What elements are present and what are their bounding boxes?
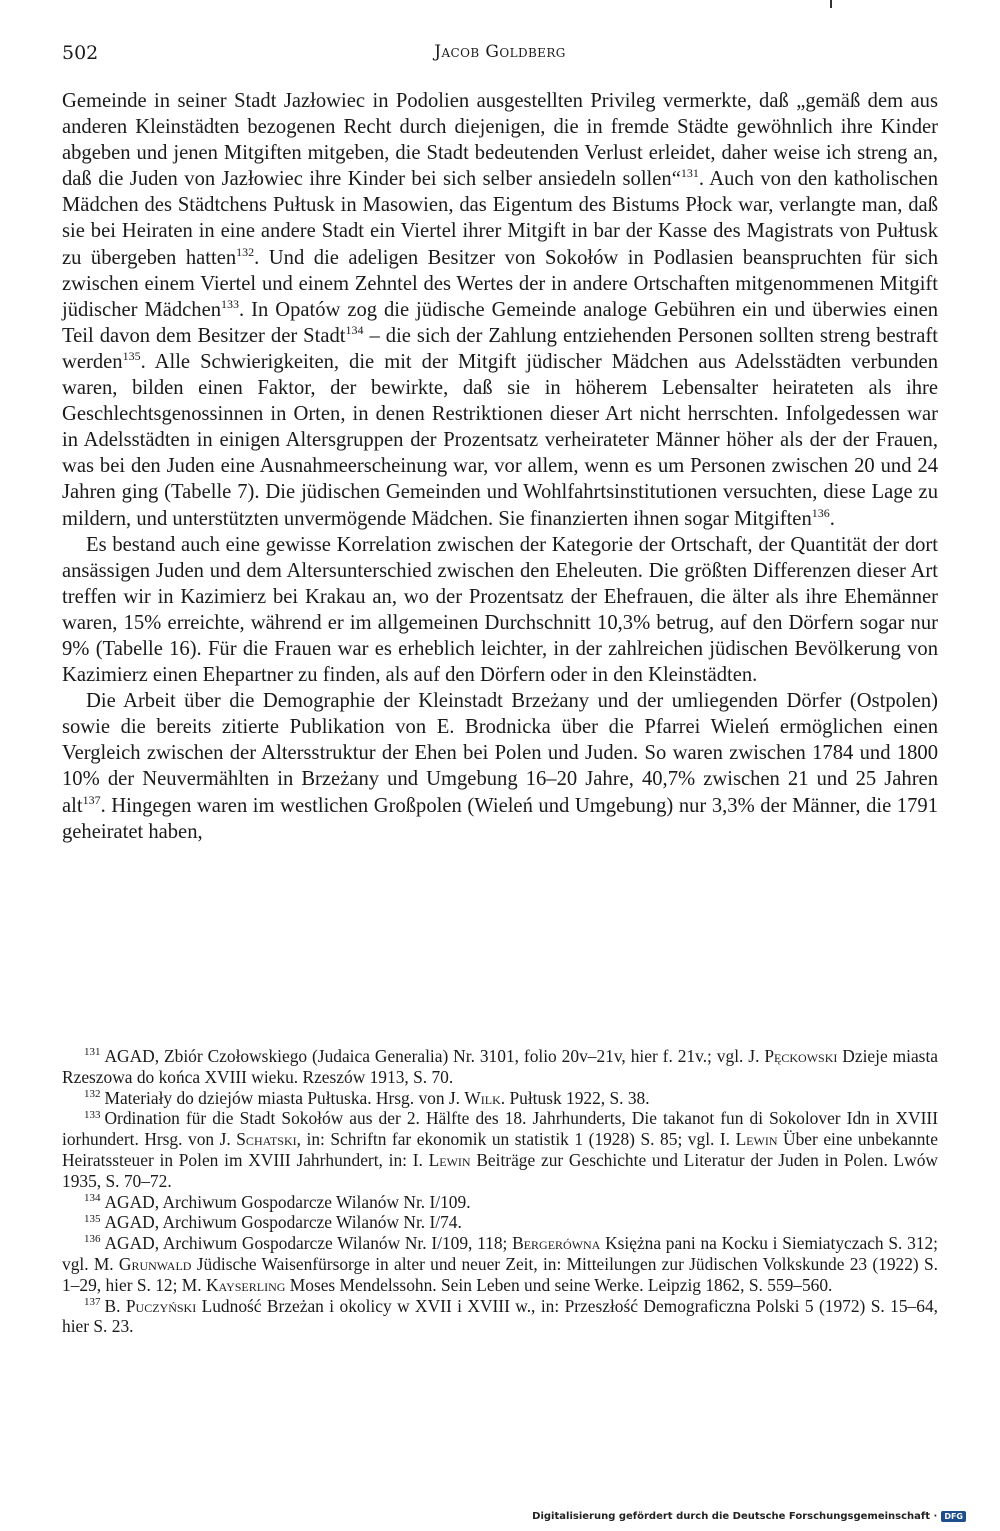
footnote-ref-137[interactable]: 137 [82,792,101,807]
footnote-134: $^{134}$ AGAD, Archiwum Gospodarcze Wilanów Nr. I/109. [84,1191,471,1212]
footnote-132: $^{132}$ Materiały do dziejów miasta Pułtuska. Hrsg. von J. Wilk. Pułtusk 1922, S. 38. [84,1087,650,1108]
paragraph-1: Gemeinde in seiner Stadt Jazłowiec in Podolien ausgestellten Privileg vermerkte, daß „gemäß dem aus anderen Kleinstädten bezogenen Recht durch diejenigen, die in fremde Städte gewöhnlich ihre Kinder abgeben und jenen Mitgiften mitgeben, die Stadt bedeutenden Verlust erleidet, daher weise ich streng an, daß die Juden von Jazłowiec ihre Kinder bei sich selber ansiedeln sollen“$^{131}$. Auch von den katholischen Mädchen des Städtchens Pułtusk in Masowien, das Eigentum des Bistums Płock war, verlangte man, daß sie bei Heiraten in eine andere Stadt ein Viertel ihrer Mitgift in bar der Kasse des Magistrats von Pułtusk zu übergeben hatten$^{132}$. Und die adeligen Besitzer von Sokołów in Podlasien beanspruchten für sich zwischen einem Viertel und einem Zehntel des Wertes der in andere Ortschaften mitgenommenen Mitgift jüdischer Mädchen$^{133}$. In Opatów zog die jüdische Gemeinde analoge Gebühren ein und überwies einen Teil davon dem Besitzer der Stadt$^{134}$ – die sich der Zahlung entziehenden Personen sollten streng bestraft werden$^{135}$. Alle Schwierigkeiten, die mit der Mitgift jüdischer Mädchen aus Adelsstädten verbunden waren, bilden einen Faktor, der bewirkte, daß sie in höherem Lebensalter heirateten als ihre Geschlechtsgenossinnen in Orten, in denen Restriktionen dieser Art nicht herrschten. Infolgedessen war in Adelsstädten in einigen Altersgruppen der Prozentsatz verheirateter Männer höher als der der Frauen, was bei den Juden eine Ausnahmeerscheinung war, vor allem, wenn es um Personen zwischen 20 und 24 Jahren ging (Tabelle 7). Die jüdischen Gemeinden und Wohlfahrtsinstitutionen versuchten, diese Lage zu mildern, und unterstützten unvermögende Mädchen. Sie finanzierten ihnen sogar Mitgiften$^{136}$. [62,90,939,530]
footnote-ref-135[interactable]: 135 [122,349,141,364]
credit-text: Digitalisierung gefördert durch die Deutsche Forschungsgemeinschaft · [532,1511,938,1522]
footnote-136: $^{136}$ AGAD, Archiwum Gospodarcze Wilanów Nr. I/109, 118; Bergerówna Księżna pani na Kocku i Siemiatyczach S. 312; vgl. M. Grunwald Jüdische Waisenfürsorge in alter und neuer Zeit, in: Mitteilungen zur Jüdischen Volkskunde 23 (1922) S. 1–29, hier S. 12; M. Kayserling Moses Mendelssohn. Sein Leben und seine Werke. Leipzig 1862, S. 559–560. [62,1233,938,1295]
body-text [62,88,938,845]
footnotes [62,1046,938,1337]
footnote-131: $^{131}$ AGAD, Zbiór Czołowskiego (Judaica Generalia) Nr. 3101, folio 20v–21v, hier f. 21v.; vgl. J. Pęckowski Dzieje miasta Rzeszowa do końca XVIII wieku. Rzeszów 1913, S. 70. [62,1046,938,1087]
footnote-133: $^{133}$ Ordination für die Stadt Sokołów aus der 2. Hälfte des 18. Jahrhunderts, Die takanot fun di Sokolover Idn in XVIII iorhundert. Hrsg. von J. Schatski, in: Schriftn far ekonomik un statistik 1 (1928) S. 85; vgl. I. Lewin Über eine unbekannte Heiratssteuer in Polen im XVIII Jahrhundert, in: I. Lewin Beiträge zur Geschichte und Literatur der Juden in Polen. Lwów 1935, S. 70–72. [62,1108,938,1191]
footnote-137: $^{137}$ B. Puczyński Ludność Brzeżan i okolicy w XVII i XVIII w., in: Przeszłość Demograficzna Polski 5 (1972) S. 15–64, hier S. 23. [62,1295,938,1337]
footnote-ref-132[interactable]: 132 [236,244,255,259]
footnote-ref-136[interactable]: 136 [811,505,830,520]
scan-mark [830,0,832,8]
paragraph-3: Die Arbeit über die Demographie der Kleinstadt Brzeżany und der umliegenden Dörfer (Ostpolen) sowie die bereits zitierte Publikation von E. Brodnicka über die Pfarrei Wieleń ermöglichen einen Vergleich zwischen der Altersstruktur der Ehen bei Polen und Juden. So waren zwischen 1784 und 1800 10% der Neuvermählten in Brzeżany und Umgebung 16–20 Jahre, 40,7% zwischen 21 und 25 Jahren alt$^{137}$. Hingegen waren im westlichen Großpolen (Wieleń und Umgebung) nur 3,3% der Männer, die 1791 geheiratet haben, [62,690,938,843]
footnote-135: $^{135}$ AGAD, Archiwum Gospodarcze Wilanów Nr. I/74. [84,1212,462,1233]
footnote-ref-133[interactable]: 133 [221,296,240,311]
digitization-credit [532,1511,966,1522]
footnote-ref-134[interactable]: 134 [345,322,364,337]
page-number: 502 [62,42,99,64]
paragraph-2: Es bestand auch eine gewisse Korrelation zwischen der Kategorie der Ortschaft, der Quantität der dort ansässigen Juden und dem Altersunterschied zwischen den Eheleuten. Die größten Differenzen dieser Art treffen wir in Kazimierz bei Krakau an, wo der Prozentsatz der Ehefrauen, die älter als ihre Ehemänner waren, 15% erreichte, während er im allgemeinen Durchschnitt 10,3% betrug, auf den Dörfern sogar nur 9% (Tabelle 16). Für die Frauen war es erheblich leichter, in der zahlreichen jüdischen Bevölkerung von Kazimierz einen Ehepartner zu finden, als auf den Dörfern oder in den Kleinstädten. [62,533,938,687]
dfg-logo-icon: DFG [941,1511,966,1522]
footnote-ref-131[interactable]: 131 [680,166,699,181]
running-head: Jacob Goldberg [434,42,566,62]
